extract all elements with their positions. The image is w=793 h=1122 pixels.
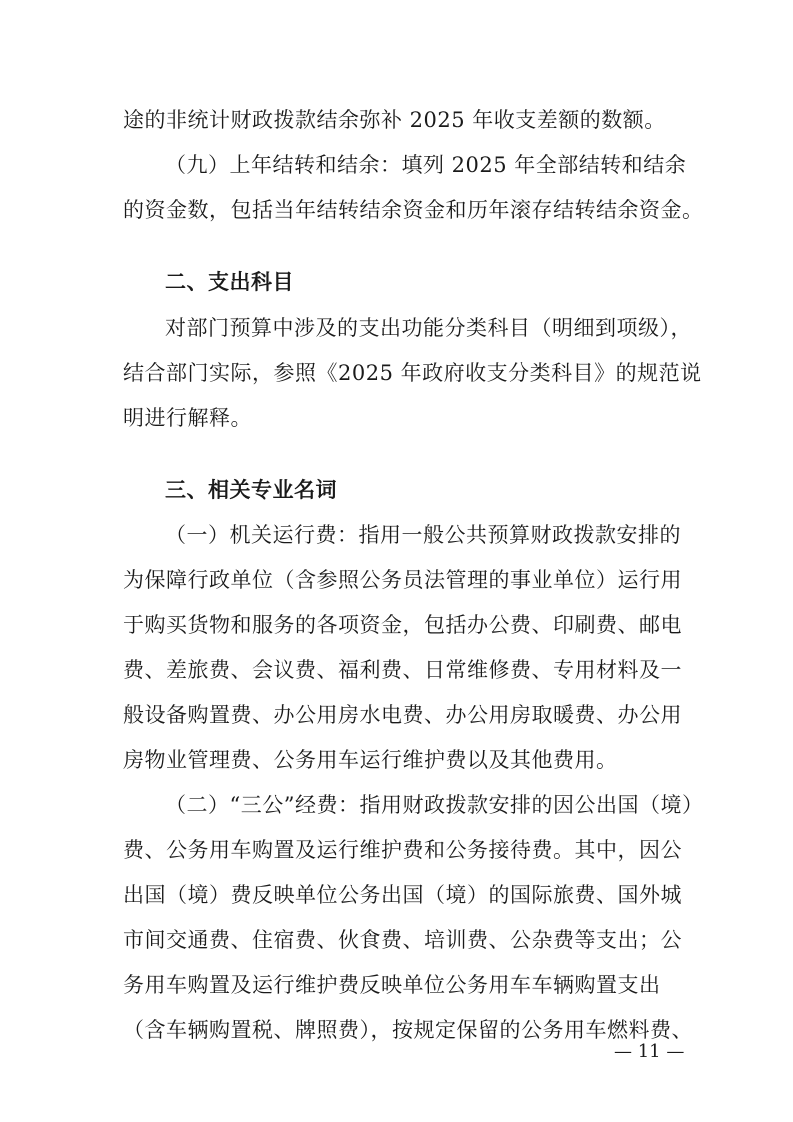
body-text-line: 市间交通费、住宿费、伙食费、培训费、公杂费等支出；公 bbox=[123, 928, 682, 952]
body-text-line: 结合部门实际，参照《2025 年政府收支分类科目》的规范说 bbox=[123, 361, 702, 385]
body-text-line: 的资金数，包括当年结转结余资金和历年滚存结转结余资金。 bbox=[123, 198, 704, 222]
body-text-line: （一）机关运行费：指用一般公共预算财政拨款安排的 bbox=[165, 523, 681, 547]
body-text-line: 出国（境）费反映单位公务出国（境）的国际旅费、国外城 bbox=[123, 883, 682, 907]
body-text-line: 为保障行政单位（含参照公务员法管理的事业单位）运行用 bbox=[123, 568, 682, 592]
body-text-line: 费、差旅费、会议费、福利费、日常维修费、专用材料及一 bbox=[123, 658, 682, 682]
section-heading-terms: 三、相关专业名词 bbox=[165, 478, 337, 502]
body-text-line: 费、公务用车购置及运行维护费和公务接待费。其中，因公 bbox=[123, 838, 682, 862]
section-heading-expenditure: 二、支出科目 bbox=[165, 270, 294, 294]
body-text-line: 对部门预算中涉及的支出功能分类科目（明细到项级）， bbox=[165, 316, 692, 340]
page-number: — 11 — bbox=[614, 1041, 685, 1062]
body-text-line: （含车辆购置税、牌照费），按规定保留的公务用车燃料费、 bbox=[123, 1018, 693, 1042]
body-text-line: 般设备购置费、办公用房水电费、办公用房取暖费、办公用 bbox=[123, 703, 682, 727]
body-text-line: 于购买货物和服务的各项资金，包括办公费、印刷费、邮电 bbox=[123, 613, 682, 637]
body-text-line: （九）上年结转和结余：填列 2025 年全部结转和结余 bbox=[165, 153, 687, 177]
body-text-line: （二）“三公”经费：指用财政拨款安排的因公出国（境） bbox=[165, 793, 704, 817]
body-text-line: 明进行解释。 bbox=[123, 406, 252, 430]
body-text-line: 途的非统计财政拨款结余弥补 2025 年收支差额的数额。 bbox=[123, 108, 666, 132]
body-text-line: 务用车购置及运行维护费反映单位公务用车车辆购置支出 bbox=[123, 973, 661, 997]
body-text-line: 房物业管理费、公务用车运行维护费以及其他费用。 bbox=[123, 748, 618, 772]
